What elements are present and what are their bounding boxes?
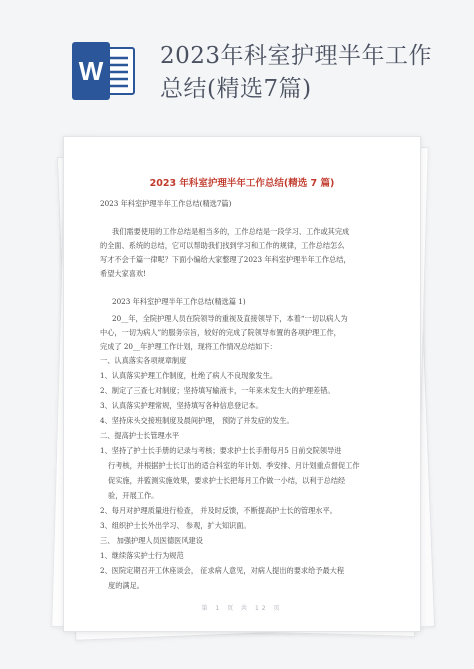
paragraph-line: 中心，一切为病人”的服务宗旨，较好的完成了院领导布置的各项护理工作， <box>100 328 341 337</box>
paragraph-line: 我们需要使用的工作总结是相当多的，工作总结是一段学习、工作或其完成 <box>112 227 350 236</box>
paragraph-line: 完成了 20__年护理工作计划，现将工作情况总结如下： <box>100 342 277 351</box>
page-footer: 第 1 页 共 12 页 <box>201 605 283 612</box>
document-title <box>160 40 460 106</box>
list-item: 2、制定了三查七对制度；坚持填写输液卡，一年来未发生大的护理差错。 <box>100 386 335 395</box>
list-item: 1、坚持了护士长手册的记录与考核；要求护士长手册每月5 日前交院领导进 <box>100 446 342 455</box>
list-heading: 一、认真落实各项规章制度 <box>100 356 187 365</box>
list-item: 1、认真落实护理工作制度，杜绝了病人不良现象发生。 <box>100 371 278 380</box>
title-line-2: 总结(精选7篇) <box>160 76 312 102</box>
list-item: 2、每月对护理质量进行检查， 并及时反馈，不断提高护士长的管理水平。 <box>100 506 337 515</box>
list-item: 验，开展工作。 <box>108 491 159 500</box>
paragraph-line: 的全面、系统的总结，它可以帮助我们找到学习和工作的规律，工作总结怎么 <box>100 241 345 250</box>
paragraph-line: 希望大家喜欢! <box>100 269 147 278</box>
list-item: 4、坚持床头交接班制度及晨间护理， 预防了并发症的发生。 <box>100 416 294 425</box>
subtitle-line: 2023 年科室护理半年工作总结(精选7篇) <box>100 199 232 208</box>
word-icon-letter: W <box>78 56 104 86</box>
list-heading: 二、提高护士长管理水平 <box>100 431 180 440</box>
list-item: 2、医院定期召开工休座谈会， 征求病人意见，对病人提出的要求给予最大程 <box>100 566 345 575</box>
section-title: 2023 年科室护理半年工作总结(精选篇 1) <box>112 297 246 306</box>
title-line-1: 2023年科室护理半年工作 <box>160 43 433 69</box>
list-item: 促实施，并監测实施效果，要求护士长把每月工作做一小结，以利于总结经 <box>108 476 346 485</box>
list-item: 行考核，并根据护士长订出的适合科室的年计划、季安排、月计划重点督促工作 <box>108 461 360 470</box>
list-heading: 三、 加强护理人员医德医风建设 <box>100 536 203 545</box>
list-item: 度的满足。 <box>108 581 144 590</box>
paragraph-line: 写才不会千篇一律呢？下面小编给大家整理了2023 年科室护理半年工作总结， <box>100 255 351 264</box>
list-item: 3、组织护士长外出学习、 参观，扩大知识面。 <box>100 521 251 530</box>
list-item: 3、认真落实护理常规，坚持填写各种信息登记本。 <box>100 401 263 410</box>
document-page-preview[interactable] <box>63 136 421 632</box>
list-item: 1、继续落实护士行为规范 <box>100 551 184 560</box>
paragraph-line: 20__年，全院护理人员在院领导的重视及直接领导下，本着“一切以病人为 <box>112 314 348 323</box>
word-doc-icon <box>72 42 136 100</box>
page-heading: 2023 年科室护理半年工作总结(精选 7 篇) <box>149 178 335 189</box>
